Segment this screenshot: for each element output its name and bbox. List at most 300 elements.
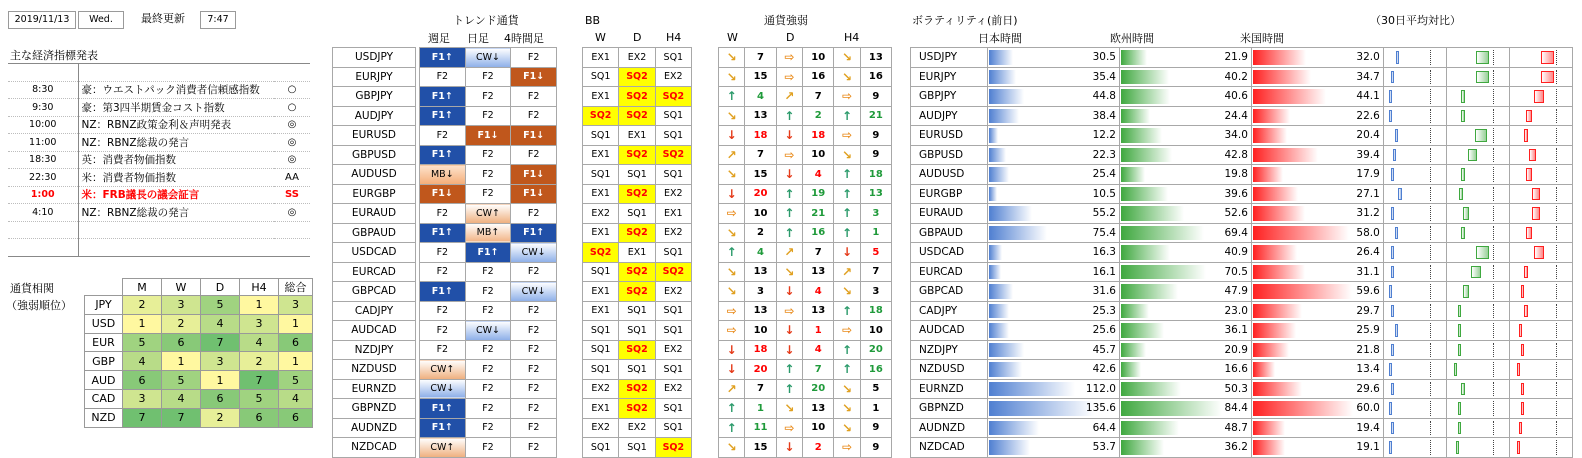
vol-bar <box>989 226 1047 241</box>
strength-value: 9 <box>860 126 891 146</box>
trend-cell: F2 <box>511 438 557 458</box>
vol-ratio-bar <box>1391 246 1394 259</box>
vol-bar-cell <box>1119 106 1251 126</box>
vol-ratio-bar <box>1391 422 1394 435</box>
vol-ratio-bar <box>1458 344 1461 357</box>
vol-bar-cell <box>988 321 1120 341</box>
vol-bar-cell <box>1119 204 1251 224</box>
volatility-row <box>911 126 1573 146</box>
rank-value: 2 <box>201 408 240 427</box>
vol-bar <box>1253 245 1297 260</box>
vol-value: 40.9 <box>1224 246 1248 258</box>
pair-name: EURUSD <box>333 126 416 146</box>
vol-ratio-cell <box>1509 282 1572 302</box>
vol-ratio-mark <box>1430 382 1431 397</box>
event-time: 4:10 <box>8 204 78 222</box>
vol-ratio-mark <box>1493 382 1494 397</box>
vol-ratio-bar <box>1396 51 1399 64</box>
vol-bar-cell <box>1251 262 1383 282</box>
volatility-row <box>911 204 1573 224</box>
vol-ratio-cell <box>1383 145 1446 165</box>
strength-value: 3 <box>745 282 776 302</box>
strength-title: 通貨強弱 <box>764 14 808 27</box>
bb-cell: SQ2 <box>655 438 691 458</box>
bb-row <box>583 438 692 458</box>
vol-bar-cell <box>1119 165 1251 185</box>
strength-value: 11 <box>745 418 776 438</box>
vol-ratio-cell <box>1509 126 1572 146</box>
strength-arrow-icon: ↑ <box>834 106 860 126</box>
strength-value: 4 <box>745 87 776 107</box>
vol-ratio-bar <box>1463 285 1469 298</box>
trend-table <box>419 47 557 458</box>
vol-bar-cell <box>1251 340 1383 360</box>
time-box <box>200 11 236 29</box>
vol-ratio-bar <box>1476 51 1489 64</box>
bb-cell: SQ2 <box>655 87 691 107</box>
strength-value: 2 <box>803 106 834 126</box>
vol-ratio-mark <box>1430 206 1431 221</box>
strength-arrow-icon: ↘ <box>834 67 860 87</box>
vol-bar <box>1253 109 1291 124</box>
vol-ratio-cell <box>1509 223 1572 243</box>
strength-row <box>719 145 892 165</box>
bb-cell: SQ2 <box>619 379 655 399</box>
vol-pair-name: USDCAD <box>911 243 988 263</box>
vol-ratio-cell <box>1509 67 1572 87</box>
strength-value: 16 <box>803 223 834 243</box>
vol-bar <box>989 187 997 202</box>
vol-ratio-mark <box>1493 284 1494 299</box>
rank-value: 5 <box>279 371 313 390</box>
vol-bar <box>1121 304 1149 319</box>
strength-arrow-icon: ↓ <box>776 340 802 360</box>
event-rank: ◎ <box>274 134 310 152</box>
vol-ratio-mark <box>1556 440 1557 455</box>
vol-pair-name: EURUSD <box>911 126 988 146</box>
strength-arrow-icon: ↑ <box>834 301 860 321</box>
vol-value: 55.2 <box>1092 207 1116 219</box>
vol-bar-cell <box>988 48 1120 68</box>
rank-header: M <box>123 279 162 296</box>
strength-value: 13 <box>745 106 776 126</box>
trend-cell: F2 <box>511 106 557 126</box>
event-name: 豪：第3四半期賃金コスト指数 <box>78 99 274 117</box>
vol-bar <box>1121 284 1178 299</box>
pair-row <box>333 379 416 399</box>
vol-ratio-cell <box>1383 106 1446 126</box>
vol-ratio-cell <box>1446 48 1509 68</box>
vol-bar-cell <box>988 262 1120 282</box>
strength-arrow-icon: ⇨ <box>834 87 860 107</box>
bb-cell: SQ1 <box>583 360 619 380</box>
vol-pair-name: EURCAD <box>911 262 988 282</box>
strength-value: 18 <box>860 165 891 185</box>
bb-cell: SQ2 <box>619 282 655 302</box>
vol-ratio-mark <box>1493 187 1494 202</box>
vol-value: 27.1 <box>1356 187 1380 200</box>
volatility-title: ボラティリティ(前日) <box>912 14 1018 27</box>
strength-value: 9 <box>860 418 891 438</box>
strength-arrow-icon: ↗ <box>776 243 802 263</box>
vol-ratio-cell <box>1509 204 1572 224</box>
pair-name: GBPAUD <box>333 223 416 243</box>
event-time: 9:30 <box>8 99 78 117</box>
strength-arrow-icon: ↘ <box>834 379 860 399</box>
trend-cell: F1↑ <box>420 399 466 419</box>
strength-value: 7 <box>803 360 834 380</box>
strength-row <box>719 204 892 224</box>
vol-ratio-bar <box>1454 363 1457 376</box>
strength-row <box>719 438 892 458</box>
vol-bar-cell <box>1251 282 1383 302</box>
bb-cell: SQ1 <box>619 360 655 380</box>
trend-cell: CW↑ <box>420 360 466 380</box>
vol-bar <box>1121 128 1162 143</box>
pair-row <box>333 67 416 87</box>
trend-cell: F2 <box>465 418 511 438</box>
vol-ratio-cell <box>1446 126 1509 146</box>
vol-ratio-cell <box>1446 321 1509 341</box>
vol-ratio-bar <box>1519 422 1522 435</box>
vol-value: 20.9 <box>1224 343 1248 356</box>
strength-value: 20 <box>860 340 891 360</box>
vol-bar <box>1253 362 1275 377</box>
pair-row <box>333 184 416 204</box>
vol-ratio-cell <box>1446 145 1509 165</box>
trend-row <box>420 399 557 419</box>
rank-value: 3 <box>279 296 313 315</box>
bb-cell: EX1 <box>619 126 655 146</box>
pair-name: GBPUSD <box>333 145 416 165</box>
trend-cell: F2 <box>420 204 466 224</box>
strength-value: 15 <box>745 438 776 458</box>
pair-row <box>333 87 416 107</box>
vol-value: 22.6 <box>1356 109 1380 122</box>
strength-arrow-icon: ↘ <box>719 48 745 68</box>
vol-pair-name: AUDCAD <box>911 321 988 341</box>
vol-ratio-bar <box>1519 324 1522 337</box>
trend-cell: CW↓ <box>511 282 557 302</box>
bb-row <box>583 399 692 419</box>
strength-arrow-icon: ↘ <box>719 223 745 243</box>
pair-row <box>333 48 416 68</box>
vol-ratio-bar <box>1461 227 1465 240</box>
vol-bar-cell <box>988 67 1120 87</box>
strength-header-d: D <box>786 31 795 44</box>
strength-value: 20 <box>745 360 776 380</box>
vol-bar-cell <box>988 165 1120 185</box>
vol-ratio-bar <box>1391 266 1394 279</box>
trend-cell: F2 <box>420 67 466 87</box>
vol-value: 17.9 <box>1356 168 1380 180</box>
trend-cell: F2 <box>511 301 557 321</box>
bb-cell: SQ1 <box>619 321 655 341</box>
event-row <box>8 169 310 187</box>
trend-cell: F1↑ <box>420 48 466 68</box>
trend-cell: F2 <box>465 106 511 126</box>
volatility-row <box>911 223 1573 243</box>
vol-ratio-cell <box>1446 204 1509 224</box>
vol-ratio-cell <box>1509 145 1572 165</box>
vol-bar <box>1121 70 1169 85</box>
correlation-title: 通貨相関 <box>10 282 54 295</box>
vol-ratio-bar <box>1517 441 1520 454</box>
strength-value: 2 <box>745 223 776 243</box>
bb-row <box>583 48 692 68</box>
vol-value: 84.4 <box>1224 402 1248 414</box>
vol-ratio-bar <box>1524 129 1528 142</box>
vol-bar <box>989 440 1030 455</box>
vol-ratio-mark <box>1556 323 1557 338</box>
vol-ratio-mark <box>1430 50 1431 65</box>
vol-value: 53.7 <box>1092 441 1116 453</box>
trend-cell: MB↑ <box>465 223 511 243</box>
strength-row <box>719 262 892 282</box>
vol-ratio-mark <box>1493 167 1494 182</box>
vol-bar <box>1121 206 1184 221</box>
rank-value: 2 <box>240 352 279 371</box>
vol-bar-cell <box>988 145 1120 165</box>
bb-row <box>583 262 692 282</box>
vol-ratio-bar <box>1524 266 1528 279</box>
vol-ratio-mark <box>1430 440 1431 455</box>
vol-ratio-bar <box>1541 71 1554 84</box>
bb-cell: SQ1 <box>619 204 655 224</box>
vol-ratio-cell <box>1383 360 1446 380</box>
bb-cell: EX2 <box>583 418 619 438</box>
strength-value: 15 <box>745 165 776 185</box>
vol-bar-cell <box>1119 282 1251 302</box>
vol-bar <box>1121 50 1147 65</box>
vol-value: 60.0 <box>1356 402 1380 414</box>
vol-ratio-bar <box>1461 168 1465 181</box>
strength-value: 7 <box>860 262 891 282</box>
strength-value: 7 <box>803 243 834 263</box>
bb-cell: EX2 <box>619 48 655 68</box>
vol-value: 34.0 <box>1224 129 1248 141</box>
vol-bar-cell <box>1251 243 1383 263</box>
vol-ratio-mark <box>1430 265 1431 280</box>
rank-value: 6 <box>279 333 313 352</box>
pair-table <box>332 47 416 458</box>
bb-cell: SQ2 <box>583 106 619 126</box>
strength-value: 10 <box>803 48 834 68</box>
strength-arrow-icon: ↘ <box>719 282 745 302</box>
vol-ratio-bar <box>1458 402 1461 415</box>
vol-bar-cell <box>1251 106 1383 126</box>
vol-ratio-bar <box>1389 441 1392 454</box>
vol-ratio-mark <box>1493 226 1494 241</box>
pair-name: AUDCAD <box>333 321 416 341</box>
vol-bar <box>1121 323 1164 338</box>
bb-cell: SQ1 <box>655 243 691 263</box>
volatility-row <box>911 262 1573 282</box>
vol-ratio-bar <box>1389 110 1392 123</box>
strength-arrow-icon: ↑ <box>834 360 860 380</box>
event-row <box>8 204 310 222</box>
trend-cell: F2 <box>511 379 557 399</box>
event-time: 8:30 <box>8 81 78 99</box>
vol-ratio-cell <box>1509 48 1572 68</box>
bb-cell: EX2 <box>583 379 619 399</box>
volatility-row <box>911 145 1573 165</box>
vol-ratio-cell <box>1383 184 1446 204</box>
pair-name: EURAUD <box>333 204 416 224</box>
rank-value: 5 <box>162 371 201 390</box>
event-time: 10:00 <box>8 116 78 134</box>
date-box <box>8 11 76 29</box>
rank-row <box>85 314 313 333</box>
strength-row <box>719 165 892 185</box>
vol-pair-name: NZDJPY <box>911 340 988 360</box>
vol-ratio-mark <box>1493 401 1494 416</box>
trend-header-daily: 日足 <box>467 32 489 45</box>
event-time <box>8 64 78 82</box>
vol-ratio-mark <box>1430 187 1431 202</box>
rank-value: 4 <box>279 389 313 408</box>
rank-value: 4 <box>240 333 279 352</box>
rank-value: 4 <box>201 314 240 333</box>
bb-cell: SQ2 <box>619 87 655 107</box>
rank-row <box>85 352 313 371</box>
strength-row <box>719 360 892 380</box>
vol-ratio-bar <box>1475 129 1487 142</box>
vol-pair-name: GBPAUD <box>911 223 988 243</box>
vol-value: 59.6 <box>1356 285 1380 297</box>
pair-name: EURJPY <box>333 67 416 87</box>
strength-arrow-icon: ↓ <box>776 165 802 185</box>
vol-ratio-cell <box>1509 418 1572 438</box>
strength-arrow-icon: ↘ <box>834 418 860 438</box>
trend-cell: F2 <box>511 340 557 360</box>
event-rank <box>274 221 310 239</box>
bb-title: BB <box>585 14 601 27</box>
vol-ratio-mark <box>1556 70 1557 85</box>
vol-value: 34.7 <box>1356 70 1380 83</box>
vol-value: 25.9 <box>1356 324 1380 336</box>
strength-arrow-icon: ↑ <box>834 223 860 243</box>
trend-cell: F2 <box>465 67 511 87</box>
rank-value: 4 <box>123 352 162 371</box>
vol-pair-name: CADJPY <box>911 301 988 321</box>
bb-row <box>583 87 692 107</box>
pair-name: NZDUSD <box>333 360 416 380</box>
vol-bar-cell <box>1251 48 1383 68</box>
trend-cell: CW↓ <box>465 48 511 68</box>
pair-name: NZDJPY <box>333 340 416 360</box>
event-rank: ◎ <box>274 151 310 169</box>
strength-arrow-icon: ⇨ <box>776 301 802 321</box>
trend-cell: F2 <box>465 262 511 282</box>
strength-row <box>719 340 892 360</box>
trend-cell: F1↓ <box>511 126 557 146</box>
volatility-row <box>911 184 1573 204</box>
trend-cell: F2 <box>511 321 557 341</box>
vol-bar-cell <box>988 223 1120 243</box>
trend-cell: F2 <box>511 204 557 224</box>
trend-row <box>420 145 557 165</box>
bb-cell: EX1 <box>583 399 619 419</box>
vol-ratio-cell <box>1446 360 1509 380</box>
vol-bar-cell <box>988 379 1120 399</box>
pair-row <box>333 321 416 341</box>
strength-value: 3 <box>860 204 891 224</box>
volatility-row <box>911 106 1573 126</box>
vol-ratio-bar <box>1541 51 1554 64</box>
volatility-note: （30日平均対比） <box>1370 14 1461 27</box>
trend-cell: F2 <box>465 340 511 360</box>
vol-value: 13.4 <box>1356 363 1380 375</box>
vol-ratio-cell <box>1383 399 1446 419</box>
strength-value: 1 <box>745 399 776 419</box>
rank-corner <box>85 279 123 296</box>
trend-cell: F2 <box>420 301 466 321</box>
vol-ratio-mark <box>1430 362 1431 377</box>
trend-cell: F1↑ <box>420 223 466 243</box>
volatility-row <box>911 379 1573 399</box>
vol-ratio-cell <box>1383 282 1446 302</box>
strength-value: 1 <box>803 321 834 341</box>
vol-pair-name: NZDCAD <box>911 438 988 458</box>
vol-ratio-cell <box>1383 321 1446 341</box>
bb-row <box>583 67 692 87</box>
vol-ratio-cell <box>1509 340 1572 360</box>
pair-row <box>333 399 416 419</box>
vol-ratio-cell <box>1509 360 1572 380</box>
vol-pair-name: NZDUSD <box>911 360 988 380</box>
vol-bar <box>1121 440 1164 455</box>
vol-bar-cell <box>1251 438 1383 458</box>
trend-cell: F1↑ <box>420 106 466 126</box>
vol-ratio-bar <box>1524 305 1528 318</box>
bb-row <box>583 223 692 243</box>
strength-arrow-icon: ↓ <box>776 282 802 302</box>
vol-bar <box>1121 382 1181 397</box>
vol-ratio-mark <box>1556 148 1557 163</box>
strength-arrow-icon: ↘ <box>719 67 745 87</box>
vol-value: 31.6 <box>1092 285 1116 297</box>
bb-cell: EX1 <box>583 223 619 243</box>
vol-ratio-bar <box>1521 402 1524 415</box>
vol-value: 52.6 <box>1224 207 1248 219</box>
vol-bar-cell <box>988 282 1120 302</box>
trend-cell: CW↑ <box>465 204 511 224</box>
strength-arrow-icon: ↘ <box>719 106 745 126</box>
bb-cell: SQ2 <box>619 262 655 282</box>
vol-bar-cell <box>988 87 1120 107</box>
pair-row <box>333 126 416 146</box>
weekday-text: Wed. <box>89 14 113 25</box>
strength-arrow-icon: ⇨ <box>719 204 745 224</box>
pair-row <box>333 418 416 438</box>
strength-arrow-icon: ↑ <box>834 184 860 204</box>
trend-cell: CW↓ <box>465 321 511 341</box>
vol-ratio-bar <box>1461 383 1465 396</box>
vol-ratio-mark <box>1556 362 1557 377</box>
vol-ratio-mark <box>1556 343 1557 358</box>
bb-cell: EX1 <box>655 204 691 224</box>
vol-bar <box>1253 323 1296 338</box>
strength-value: 10 <box>745 204 776 224</box>
vol-bar-cell <box>1119 379 1251 399</box>
rank-value: 4 <box>162 389 201 408</box>
pair-name: EURGBP <box>333 184 416 204</box>
rank-value: 3 <box>123 389 162 408</box>
rank-value: 7 <box>201 333 240 352</box>
bb-cell: EX2 <box>655 282 691 302</box>
strength-arrow-icon: ↑ <box>776 360 802 380</box>
